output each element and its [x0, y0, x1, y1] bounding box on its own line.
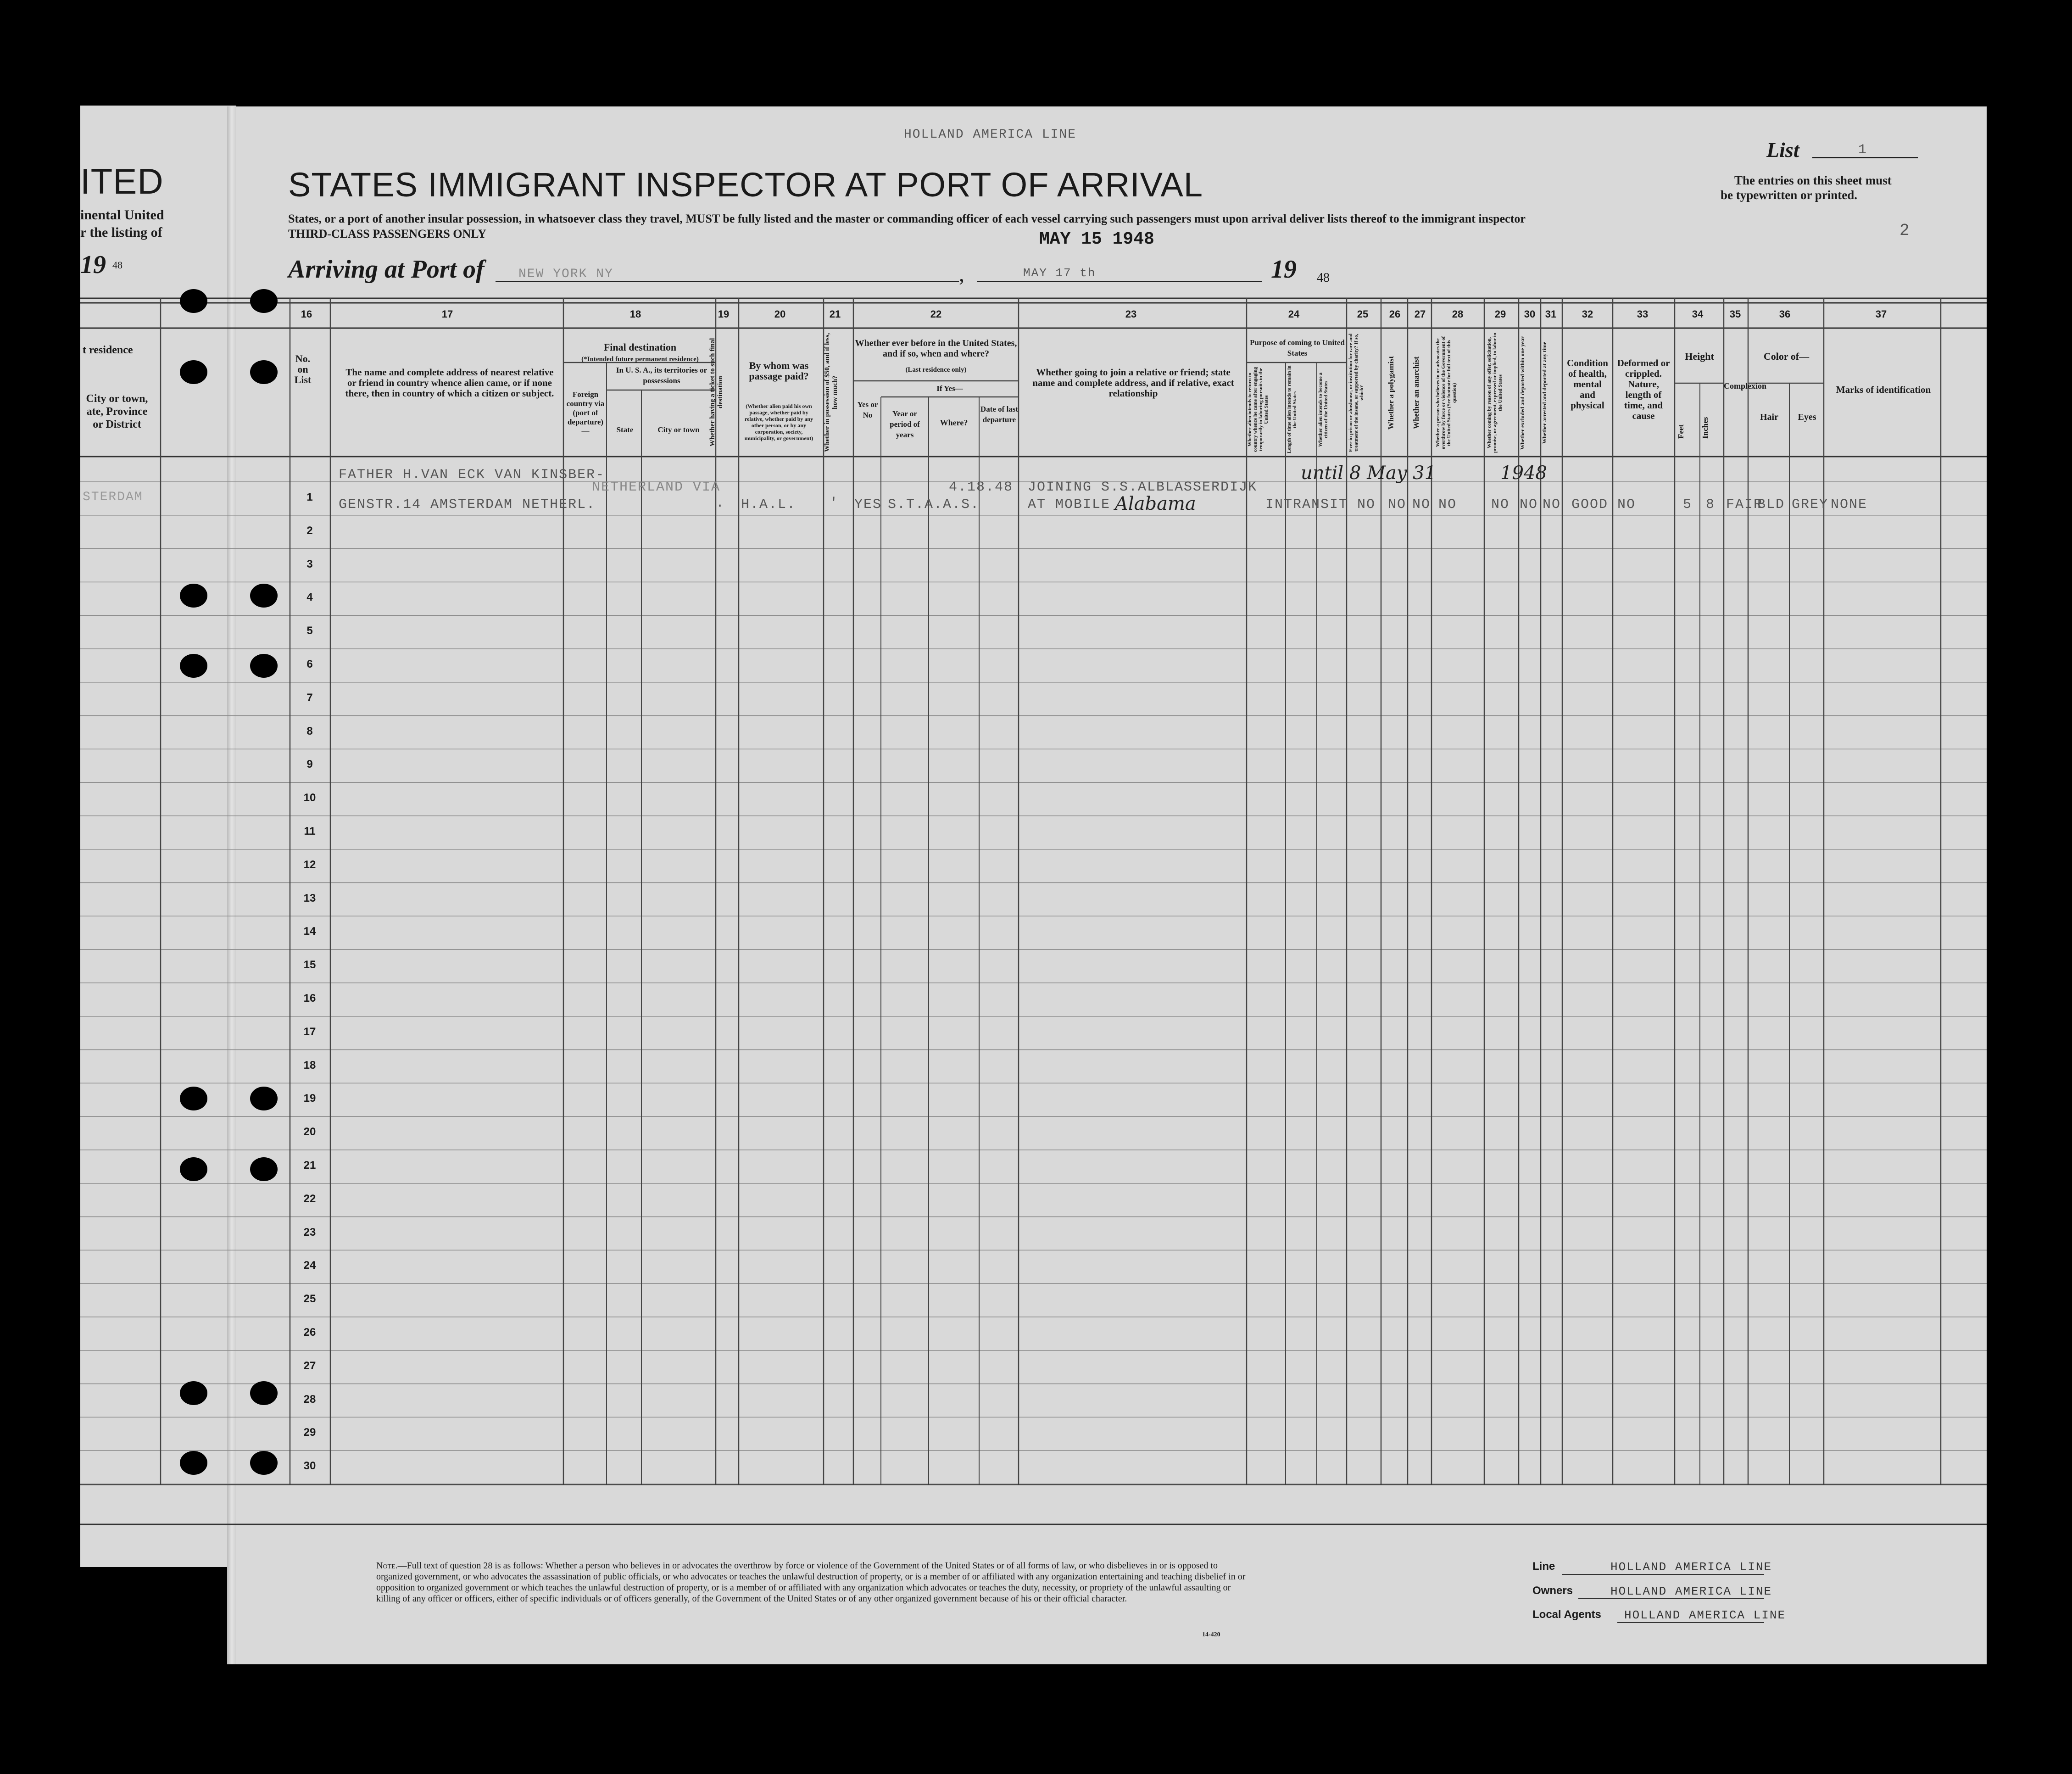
- col17-header: The name and complete address of nearest relative or friend in country whence alien came, or if none there, then in country of which a citizen or subject.: [345, 367, 554, 399]
- arriving-label: Arriving at Port of: [288, 255, 485, 284]
- residence-header: t residence: [83, 344, 133, 356]
- received-stamp: MAY 15 1948: [1039, 229, 1154, 249]
- row-number: 26: [303, 1326, 316, 1339]
- col37-header: Marks of identification: [1836, 384, 1931, 395]
- line-label: Line: [1532, 1560, 1555, 1573]
- row-number: 27: [303, 1359, 316, 1372]
- col24-header: Purpose of coming to United States: [1250, 338, 1345, 357]
- column-number: 29: [1494, 308, 1506, 320]
- entry-c26: NO: [1388, 497, 1407, 513]
- column-number: 26: [1389, 308, 1401, 320]
- entry-handwritten-until: until 8 May 31: [1301, 463, 1437, 484]
- row-number: 20: [303, 1126, 316, 1138]
- line-value: HOLLAND AMERICA LINE: [1610, 1560, 1772, 1574]
- row-number: 9: [306, 758, 313, 771]
- column-number: 16: [301, 308, 312, 320]
- entry-inches: 8: [1706, 497, 1716, 513]
- residence-city: STERDAM: [83, 490, 143, 504]
- form-number: 14-420: [1202, 1631, 1220, 1638]
- entry-purpose: INTRANSIT: [1265, 497, 1348, 513]
- entry-hair: BLD: [1757, 497, 1785, 513]
- row-number: 4: [306, 591, 313, 604]
- entry-c31: NO: [1543, 497, 1561, 513]
- column-number: 24: [1288, 308, 1300, 320]
- footnote: [376, 1560, 1248, 1604]
- col26-header: Whether a polygamist: [1387, 356, 1395, 430]
- entry-ticket: .: [716, 496, 725, 511]
- entry-c29: NO: [1491, 497, 1510, 513]
- col18-note: (*Intended future permanent residence): [581, 356, 699, 363]
- entries-note-2: be typewritten or printed.: [1721, 188, 1857, 202]
- entry-join-line1: JOINING S.S.ALBLASSERDIJK: [1028, 480, 1258, 495]
- col20-header: By whom was passage paid?: [749, 360, 809, 382]
- row-number: 2: [306, 524, 313, 537]
- row-number: 12: [303, 858, 316, 871]
- column-number: 20: [774, 308, 786, 320]
- column-number: 33: [1637, 308, 1649, 320]
- column-number: 30: [1524, 308, 1536, 320]
- col24c-header: Whether alien intends to become a citizen of the United States: [1318, 372, 1329, 447]
- col24b-header: Length of time alien intends to remain in the United States: [1287, 365, 1298, 454]
- row-number: 24: [303, 1259, 316, 1272]
- col31-header: Whether arrested and deported at any time: [1541, 341, 1548, 444]
- row-number: 30: [303, 1460, 316, 1473]
- col22-if-yes: If Yes—: [936, 384, 963, 393]
- entry-c25: NO: [1357, 497, 1376, 513]
- entry-feet: 5: [1683, 497, 1693, 513]
- list-number: 1: [1858, 142, 1868, 158]
- row-number: 17: [303, 1025, 316, 1038]
- footnote-label: Note.: [376, 1561, 398, 1571]
- col18-city: City or town: [657, 425, 700, 434]
- year-suffix: 48: [1317, 271, 1330, 285]
- row-number: 29: [303, 1426, 316, 1439]
- entry-marks: NONE: [1831, 497, 1868, 513]
- row-number: 5: [306, 625, 313, 637]
- row-number: 8: [306, 725, 313, 737]
- row-number: 21: [303, 1159, 316, 1172]
- footnote-text: —Full text of question 28 is as follows: Whether a person who believes in or advocates the overthrow by force or violence of the Government of the United States or of all forms of law, or who disbelieves in or is opposed to organized government, or who advocates the assassination of public officials, or who advocates or teaches the unlawful destruction of property, or is a member of or affiliated with any organization entertaining and teaching disbelief in or opposition to organized government or which teaches the unlawful destruction of property, or is a member of or affiliated with any organization which advocates or teaches the duty, necessity, or propriety of the unlawful assaulting or killing of any officer or officers, either of specific individuals or of officers generally, of the Government of the United States or of any other organized government because of his or their official character.: [376, 1561, 1246, 1604]
- entry-foreign-country: NETHERLAND VIA: [592, 480, 721, 495]
- page-title: STATES IMMIGRANT INSPECTOR AT PORT OF ARRIVAL: [288, 166, 1203, 204]
- col22-header: Whether ever before in the United States, and if so, when and where?: [855, 338, 1017, 359]
- col18-usa: In U. S. A., its territories or possessions: [616, 366, 707, 385]
- left-fragment-year-suffix: 48: [112, 259, 123, 271]
- entry-complexion: FAIR: [1726, 497, 1763, 513]
- col22-year: Year or period of years: [890, 409, 920, 439]
- col21-header: Whether in possession of $50, and if less, how much?: [824, 333, 839, 452]
- col30-header: Whether excluded and deported within one year: [1519, 336, 1526, 450]
- column-number: 34: [1692, 308, 1704, 320]
- entry-where: S.T.A.A.S.: [888, 497, 980, 513]
- column-number: 17: [441, 308, 453, 320]
- list-label: List: [1766, 138, 1799, 162]
- agents-label: Local Agents: [1532, 1608, 1601, 1621]
- entry-c28: NO: [1438, 497, 1457, 513]
- column-number: 32: [1582, 308, 1593, 320]
- column-number: 31: [1545, 308, 1557, 320]
- entry-last-departure: 4.18.48: [949, 480, 1014, 495]
- entry-join-line2: AT MOBILE: [1028, 497, 1111, 513]
- row-number: 19: [303, 1092, 316, 1105]
- row-number: 7: [306, 691, 313, 704]
- column-number: 23: [1125, 308, 1137, 320]
- col22-date: Date of last departure: [980, 405, 1019, 424]
- entry-ever-before: YES: [854, 497, 882, 513]
- row-number: 22: [303, 1192, 316, 1205]
- col18-header: Final destination: [603, 341, 677, 353]
- row-number: 10: [303, 792, 316, 804]
- row-number: 11: [304, 825, 316, 837]
- row-number: 16: [303, 992, 316, 1004]
- column-number: 21: [829, 308, 841, 320]
- column-number: 25: [1357, 308, 1369, 320]
- entries-note-1: The entries on this sheet must: [1734, 173, 1892, 187]
- column-number: 28: [1452, 308, 1464, 320]
- col29-header: Whether coming by reason of any offer, solicitation, promise, or agreement, expressed or implied, to labor in the United States: [1487, 333, 1503, 453]
- col19-header: Whether having a ticket to such final destination: [709, 338, 724, 447]
- col16-header: No. on List: [294, 353, 312, 385]
- arrival-date: MAY 17 th: [1023, 266, 1096, 280]
- column-number: 36: [1779, 308, 1791, 320]
- residence-subheader: City or town, ate, Province or District: [86, 393, 148, 430]
- row-number: 14: [303, 925, 316, 938]
- entry-c30: NO: [1520, 497, 1538, 513]
- row-number: 15: [303, 959, 316, 971]
- row-number: 23: [303, 1226, 316, 1238]
- col36-hair: Hair: [1760, 412, 1778, 422]
- col36-eyes: Eyes: [1798, 412, 1816, 422]
- entry-join-handwritten: Alabama: [1115, 493, 1196, 514]
- column-number: 27: [1414, 308, 1426, 320]
- entry-eyes: GREY: [1792, 497, 1829, 513]
- row-number: 6: [306, 658, 313, 670]
- entry-deformed: NO: [1617, 497, 1636, 513]
- column-number: 35: [1729, 308, 1741, 320]
- col28-header: Whether a person who believes in or advocates the overthrow by force or violence of the Government of the United States (See footnote for full text of this question): [1435, 336, 1457, 450]
- row-number: 25: [303, 1293, 316, 1305]
- col32-header: Condition of health, mental and physical: [1567, 357, 1608, 411]
- row-number: 1: [306, 491, 313, 503]
- entry-passage-paid: H.A.L.: [741, 497, 796, 513]
- column-number: 19: [718, 308, 730, 320]
- left-fragment-line2: r the listing of: [80, 225, 162, 240]
- col22-where: Where?: [940, 418, 968, 427]
- column-number: 37: [1875, 308, 1887, 320]
- instruction-text: States, or a port of another insular possession, in whatsoever class they travel, MUST be fully listed and the master or commanding officer of each vessel carrying such passengers must upon arrival deliver lists thereof to the immigrant inspector: [288, 212, 1526, 225]
- agents-value: HOLLAND AMERICA LINE: [1624, 1608, 1786, 1622]
- left-fragment-line1: inental United: [80, 207, 164, 223]
- col24a-header: Whether alien intends to return to country whence he came after engaging temporarily in laboring pursuits in the United States: [1247, 367, 1269, 452]
- entry-money: ': [830, 496, 839, 511]
- col34-header: Height: [1685, 351, 1714, 362]
- sheet-number: 2: [1899, 221, 1910, 240]
- col22-yes-no: Yes or No: [857, 400, 878, 419]
- col36-header: Color of—: [1763, 351, 1810, 362]
- col34-feet: Feet: [1677, 424, 1685, 439]
- row-number: 3: [306, 558, 313, 570]
- owners-value: HOLLAND AMERICA LINE: [1610, 1584, 1772, 1598]
- entry-handwritten-year: 1948: [1500, 463, 1547, 484]
- col34-inches: Inches: [1701, 417, 1710, 439]
- col35-header: Complexion: [1724, 381, 1767, 391]
- line-name-top: HOLLAND AMERICA LINE: [904, 128, 1077, 142]
- entry-health: GOOD: [1571, 497, 1609, 513]
- col23-header: Whether going to join a relative or friend; state name and complete address, and if relative, exact relationship: [1032, 367, 1234, 399]
- col18-foreign: Foreign country via (port of departure)—: [566, 390, 605, 435]
- row-number: 28: [303, 1393, 316, 1406]
- entry-relative-line1: FATHER H.VAN ECK VAN KINSBER-: [339, 467, 605, 483]
- col22-note: (Last residence only): [905, 366, 967, 374]
- owners-label: Owners: [1532, 1584, 1573, 1597]
- col27-header: Whether an anarchist: [1412, 356, 1420, 430]
- year-prefix: 19: [1271, 255, 1297, 284]
- left-fragment-title: ITED: [80, 161, 164, 201]
- row-number: 13: [303, 892, 316, 904]
- col33-header: Deformed or crippled. Nature, length of time, and cause: [1617, 357, 1670, 421]
- port-of-arrival: NEW YORK NY: [518, 267, 613, 281]
- column-number: 22: [930, 308, 942, 320]
- col25-header: Ever in prison or almshouse, or institution for care and treatment of the insane, or supported by charity? If so, which?: [1348, 333, 1365, 452]
- col20-note: (Whether alien paid his own passage, whether paid by relative, whether paid by any other person, or by any corporation, society, municipality, or government): [744, 403, 813, 441]
- entry-c27: NO: [1412, 497, 1431, 513]
- col18-state: State: [616, 425, 634, 434]
- column-number: 18: [629, 308, 641, 320]
- left-fragment-year: 19: [80, 251, 106, 279]
- class-label: THIRD-CLASS PASSENGERS ONLY: [288, 227, 487, 240]
- row-number: 18: [303, 1059, 316, 1071]
- entry-relative-line2: GENSTR.14 AMSTERDAM NETHERL.: [339, 497, 596, 513]
